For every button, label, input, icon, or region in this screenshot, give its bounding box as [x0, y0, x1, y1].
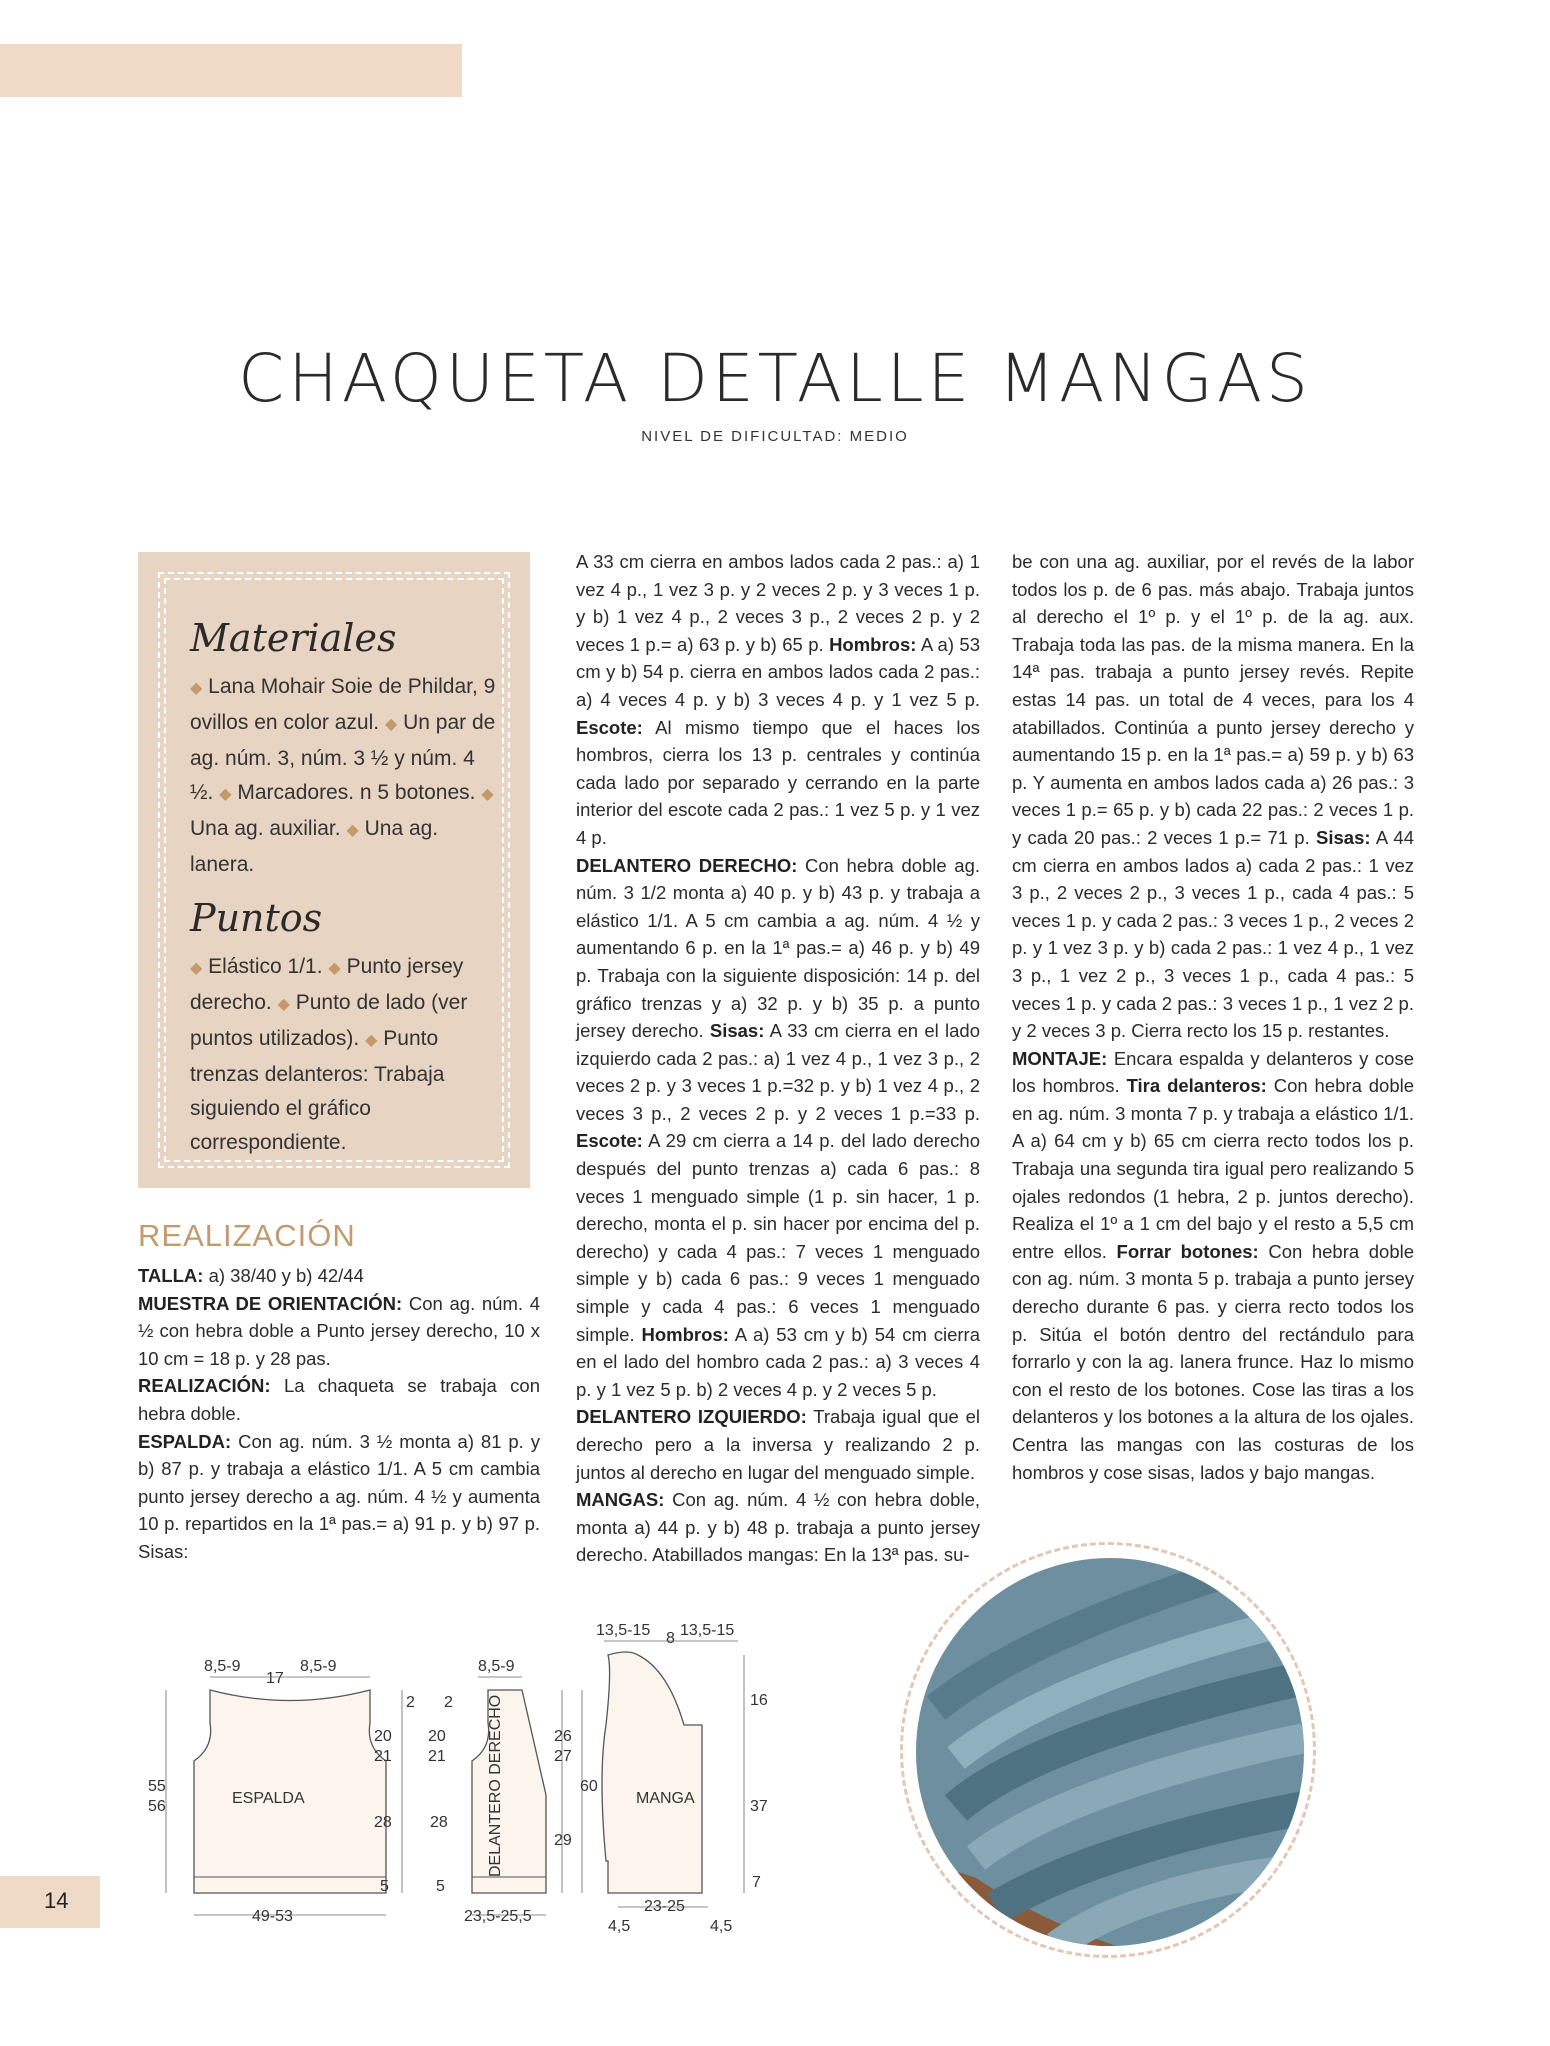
- delantero-izquierdo-label: DELANTERO IZQUIERDO:: [576, 1406, 807, 1428]
- dim-label: 23-25: [644, 1898, 685, 1915]
- delantero-izquierdo-paragraph: [576, 1403, 980, 1486]
- materials-list: [190, 670, 500, 882]
- diamond-bullet-icon: ◆: [384, 716, 398, 733]
- muestra-text: Con ag. núm. 4 ½ con hebra doble a Punto jersey derecho, 10 x 10 cm = 18 p. y 28 pas.: [138, 1292, 540, 1369]
- dim-label: 20: [374, 1728, 392, 1745]
- dim-label: 8: [666, 1630, 675, 1647]
- dim-label: 7: [752, 1874, 761, 1891]
- material-item: Lana Mohair Soie de Phildar, 9 ovillos en color azul.: [190, 675, 496, 734]
- sisas-espalda-paragraph: [576, 548, 980, 852]
- mangas-paragraph: [576, 1486, 980, 1569]
- text-run: A a) 53 cm y b) 54 p. cierra en ambos lados cada 2 pas.: a) 4 veces 4 p. y b) 3 veces 4 p. y 1 vez 5 p.: [576, 633, 980, 710]
- escote-label: Escote:: [576, 716, 643, 738]
- text-run: be con una ag. auxiliar, por el revés de la labor todos los p. de 6 pas. más abajo. Trabaja juntos al derecho el 1º p. y el 1º p. de la ag. aux. Trabaja toda las pas. de la misma manera. En la 14ª pas. trabaja a punto jersey revés. Repite estas 14 pas. un total de 4 veces, para los 4 atabillados. Continúa a punto jersey derecho y aumentando 15 p. en la 1ª pas.= a) 59 p. y b) 63 p. Y aumenta en ambos lados cada a) 26 pas.: 3 veces 1 p.= 65 p. y b) cada 22 pas.: 2 veces 1 p. y cada 20 pas.: 2 veces 1 p.= 71 p.: [1012, 551, 1414, 848]
- realizacion-paragraph: [138, 1372, 540, 1427]
- difficulty-level: NIVEL DE DIFICULTAD: MEDIO: [641, 428, 909, 445]
- text-run: Con hebra doble ag. núm. 3 1/2 monta a) 40 p. y b) 43 p. y trabaja a elástico 1/1. A 5 cm cambia a ag. núm. 4 ½ y aumentando 6 p. en la 1ª pas.= a) 46 p. y b) 49 p. Trabaja con la siguiente disposición: 14 p. del gráfico trenzas y a) 32 p. y b) 35 p. a punto jersey derecho.: [576, 854, 981, 1042]
- dim-label: 8,5-9: [478, 1658, 515, 1675]
- manga-label: MANGA: [636, 1790, 695, 1807]
- delantero-outline: [472, 1690, 546, 1893]
- dim-label: 4,5: [710, 1918, 733, 1935]
- stitch-item: Punto jersey derecho.: [190, 955, 464, 1014]
- stitch-item: Elástico 1/1.: [208, 955, 323, 978]
- dim-label: 4,5: [608, 1918, 631, 1935]
- text-run: A 29 cm cierra a 14 p. del lado derecho después del punto trenzas a) cada 6 pas.: 8 veces 1 menguado simple (1 p. sin hacer, 1 p. derecho, monta el p. sin hacer por encima del p. derecho) y cada 4 pas.: 7 veces 1 menguado simple y b) cada 6 pas.: 9 veces 1 menguado simple y cada 4 pas.: 6 veces 1 menguado simple.: [576, 1130, 981, 1345]
- dim-label: 2: [406, 1694, 415, 1711]
- montaje-paragraph: [1012, 1045, 1414, 1487]
- talla-text: a) 38/40 y b) 42/44: [208, 1265, 364, 1286]
- diamond-bullet-icon: ◆: [219, 786, 232, 803]
- stitch-item: Punto de lado (ver puntos utilizados).: [190, 991, 468, 1050]
- sisas-label: Sisas:: [1316, 826, 1371, 848]
- dim-label: 13,5-15: [680, 1622, 735, 1639]
- escote-label: Escote:: [576, 1130, 643, 1152]
- text-run: Encara espalda y delanteros y cose los hombros.: [1012, 1047, 1415, 1097]
- montaje-label: MONTAJE:: [1012, 1047, 1108, 1069]
- dim-label: 23,5-25,5: [464, 1908, 532, 1925]
- dim-label: 21: [374, 1748, 392, 1765]
- espalda-label: ESPALDA: [232, 1790, 305, 1807]
- realizacion-text: La chaqueta se trabaja con hebra doble.: [138, 1375, 540, 1424]
- dim-label: 16: [750, 1692, 768, 1709]
- dim-label: 20: [428, 1728, 446, 1745]
- realizacion-label: REALIZACIÓN:: [138, 1375, 271, 1397]
- mangas-continued-paragraph: [1012, 548, 1414, 1045]
- sisas-label: Sisas:: [709, 1020, 765, 1042]
- text-run: Trabaja igual que el derecho pero a la inversa y realizando 2 p. juntos al derecho en lugar del menguado simple.: [576, 1406, 980, 1483]
- dim-label: 56: [148, 1798, 166, 1815]
- dim-label: 21: [428, 1748, 446, 1765]
- dim-label: 27: [554, 1748, 572, 1765]
- dim-label: 5: [380, 1878, 389, 1895]
- diamond-bullet-icon: ◆: [328, 960, 341, 977]
- muestra-label: MUESTRA DE ORIENTACIÓN:: [138, 1292, 403, 1314]
- garment-schematics: [148, 1615, 828, 1935]
- column-left: [138, 1262, 540, 1566]
- delantero-schematic: [428, 1658, 598, 1925]
- knit-detail-photo: [916, 1558, 1304, 1946]
- knit-texture: [916, 1558, 1304, 1946]
- diamond-bullet-icon: ◆: [190, 960, 203, 977]
- text-run: A 33 cm cierra en ambos lados cada 2 pas.: a) 1 vez 4 p., 1 vez 3 p. y 2 veces 2 p. y 3 veces 1 p. y b) 1 vez 4 p., 2 veces 3 p., 2 veces 2 p. y 2 veces 1 p.= a) 63 p. y b) 65 p.: [576, 551, 980, 655]
- talla-paragraph: [138, 1262, 540, 1290]
- talla-label: TALLA:: [138, 1265, 204, 1286]
- text-run: A 33 cm cierra en el lado izquierdo cada 2 pas.: a) 1 vez 4 p., 1 vez 3 p., 2 veces 2 p. y 3 veces 1 p.=32 p. y b) 1 vez 4 p., 2 veces 3 p., 2 veces 2 p. y 2 veces 1 p.=33 p.: [576, 1020, 980, 1124]
- text-run: Con hebra doble con ag. núm. 3 monta 5 p. trabaja a punto jersey derecho durante 6 pas. y cierra recto todos los p. Sitúa el botón dentro del rectándulo para forrarlo y con la ag. lanera frunce. Haz lo mismo con el resto de los botones. Cose las tiras a los delanteros y los botones a la altura de los ojales. Centra las mangas con las costuras de los hombros y cose sisas, lados y bajo mangas.: [1012, 1240, 1415, 1483]
- delantero-label: [487, 1695, 504, 1877]
- dim-label: 28: [430, 1814, 448, 1831]
- text-run: A a) 53 cm y b) 54 cm cierra en el lado del hombro cada 2 pas.: a) 3 veces 4 p. y 1 vez 5 p. b) 2 veces 4 p. y 2 veces 5 p.: [576, 1323, 981, 1400]
- tira-delanteros-label: Tira delanteros:: [1126, 1075, 1267, 1097]
- hombros-label: Hombros:: [829, 633, 917, 655]
- material-item: Un par de ag. núm. 3, núm. 3 ½ y núm. 4 ½.: [190, 711, 496, 804]
- diamond-bullet-icon: ◆: [346, 822, 359, 839]
- delantero-label-text: DELANTERO DERECHO: [487, 1694, 504, 1877]
- dim-label: 37: [750, 1798, 768, 1815]
- stitches-heading: Puntos: [190, 896, 323, 940]
- material-item: Una ag. lanera.: [190, 817, 439, 876]
- stitch-item: Punto trenzas delanteros: Trabaja siguiendo el gráfico correspondiente.: [190, 1027, 445, 1154]
- materials-heading: Materiales: [190, 616, 397, 660]
- espalda-paragraph: [138, 1428, 540, 1566]
- top-decor-band: [0, 44, 462, 97]
- realizacion-heading: REALIZACIÓN: [138, 1218, 356, 1253]
- diamond-bullet-icon: ◆: [481, 786, 494, 803]
- diamond-bullet-icon: ◆: [365, 1032, 378, 1049]
- dim-label: 60: [580, 1778, 598, 1795]
- materials-box-content: [190, 602, 500, 1160]
- text-run: Al mismo tiempo que el haces los hombros, cierra los 13 p. centrales y continúa cada lado por separado y cerrando en la parte interior del escote cada 2 pas.: 1 vez 5 p. y 1 vez 4 p.: [576, 716, 980, 848]
- dim-label: 28: [374, 1814, 392, 1831]
- dim-label: 49-53: [252, 1908, 293, 1925]
- dim-label: 26: [554, 1728, 572, 1745]
- column-right: [1012, 548, 1414, 1486]
- text-run: A 44 cm cierra en ambos lados a) cada 2 pas.: 1 vez 3 p., 2 veces 2 p., 3 veces 1 p., cada 4 pas.: 5 veces 1 p. y cada 2 pas.: 3 veces 1 p., 2 veces 2 p. y 1 vez 3 p. y b) cada 2 pas.: 1 vez 4 p., 1 vez 3 p., 1 vez 2 p., 3 veces 1 p., cada 4 pas.: 5 veces 1 p. y cada 2 pas.: 3 veces 1 p., 1 vez 2 p. y 2 veces 3 p. Cierra recto los 15 p. restantes.: [1012, 826, 1414, 1042]
- column-middle: [576, 548, 980, 1569]
- stitches-list: [190, 950, 500, 1160]
- text-run: Con hebra doble en ag. núm. 3 monta 7 p. y trabaja a elástico 1/1. A a) 64 cm y b) 65 cm cierra recto todos los p. Trabaja una segunda tira igual pero realizando 5 ojales redondos (1 hebra, 2 p. juntos derecho). Realiza el 1º a 1 cm del bajo y el resto a 5,5 cm entre ellos.: [1012, 1075, 1415, 1262]
- hombros-label: Hombros:: [641, 1323, 729, 1345]
- text-run: Con ag. núm. 4 ½ con hebra doble, monta a) 44 p. y b) 48 p. trabaja a punto jersey derecho. Atabillados mangas: En la 13ª pas. su-: [576, 1489, 981, 1566]
- manga-schematic: [595, 1622, 768, 1935]
- espalda-text: Con ag. núm. 3 ½ monta a) 81 p. y b) 87 p. y trabaja a elástico 1/1. A 5 cm cambia punto jersey derecho a ag. núm. 4 ½ y aumenta 10 p. repartidos en la 1ª pas.= a) 91 p. y b) 97 p. Sisas:: [138, 1430, 540, 1562]
- diamond-bullet-icon: ◆: [277, 996, 290, 1013]
- dim-label: 8,5-9: [300, 1658, 337, 1675]
- dim-label: 29: [554, 1832, 572, 1849]
- page-title: CHAQUETA DETALLE MANGAS: [238, 340, 1312, 417]
- espalda-schematic: [148, 1658, 415, 1925]
- delantero-derecho-label: DELANTERO DERECHO:: [576, 854, 798, 876]
- material-item: Marcadores. n 5 botones.: [237, 781, 476, 804]
- dim-label: 5: [436, 1878, 445, 1895]
- materials-box: [138, 552, 530, 1188]
- page-number: 14: [44, 1888, 69, 1913]
- dim-label: 13,5-15: [596, 1622, 651, 1639]
- espalda-label: ESPALDA:: [138, 1430, 232, 1452]
- dim-label: 17: [266, 1670, 284, 1687]
- mangas-label: MANGAS:: [576, 1489, 665, 1511]
- diamond-bullet-icon: ◆: [190, 680, 203, 697]
- muestra-paragraph: [138, 1290, 540, 1373]
- material-item: Una ag. auxiliar.: [190, 817, 341, 840]
- dim-label: 8,5-9: [204, 1658, 241, 1675]
- forrar-botones-label: Forrar botones:: [1116, 1240, 1259, 1262]
- dim-label: 55: [148, 1778, 166, 1795]
- dim-label: 2: [444, 1694, 453, 1711]
- delantero-derecho-paragraph: [576, 852, 980, 1404]
